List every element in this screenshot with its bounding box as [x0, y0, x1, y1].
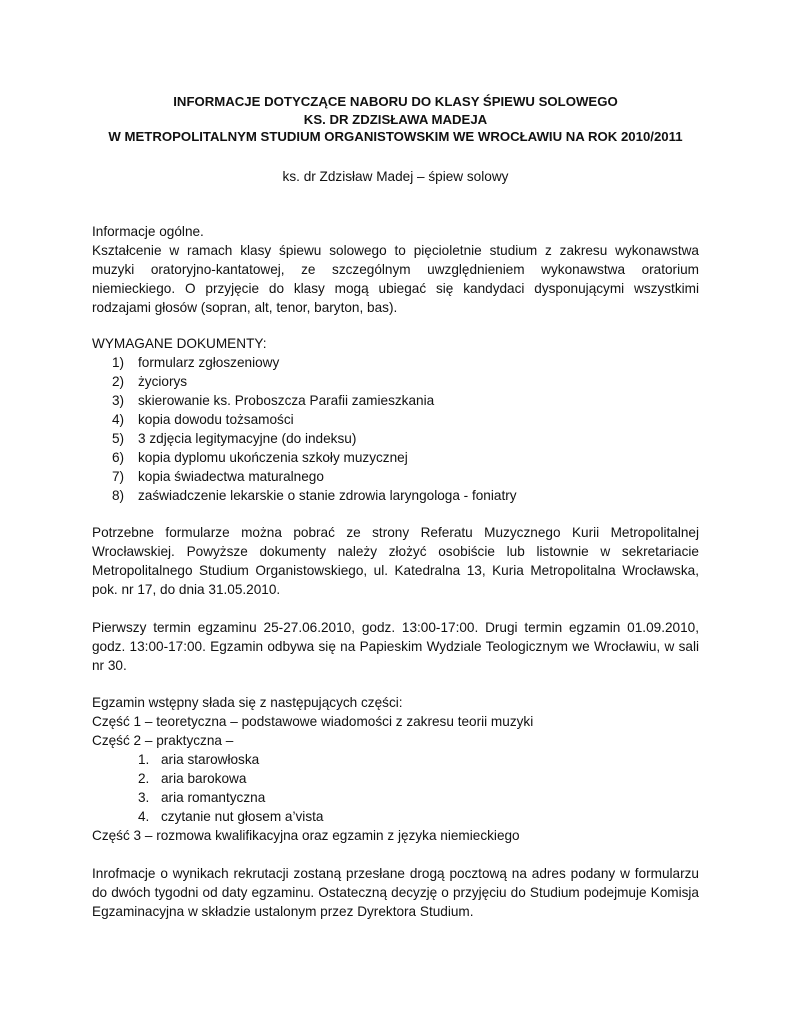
list-item: 3. aria romantyczna	[138, 790, 266, 805]
heading-line-2: KS. DR ZDZISŁAWA MADEJA	[303, 111, 488, 127]
heading-line-1: INFORMACJE DOTYCZĄCE NABORU DO KLASY ŚPIEWU SOLOWEGO	[173, 94, 618, 109]
exam-part-1: Część 1 – teoretyczna – podstawowe wiadomości z zakresu teorii muzyki	[92, 714, 534, 729]
documents-label: WYMAGANE DOKUMENTY:	[92, 336, 267, 351]
list-item: 7) kopia świadectwa maturalnego	[112, 469, 324, 484]
document-heading	[0, 93, 791, 146]
heading-line-3: W METROPOLITALNYM STUDIUM ORGANISTOWSKIM WE WROCŁAWIU NA ROK 2010/2011	[108, 129, 683, 144]
exam-intro: Egzamin wstępny słada się z następujących części:	[92, 695, 403, 710]
list-item: 5) 3 zdjęcia legitymacyjne (do indeksu)	[112, 431, 357, 446]
documents-list	[92, 353, 699, 505]
list-item: 2. aria barokowa	[138, 771, 247, 786]
results-paragraph: Inrofmacje o wynikach rekrutacji zostaną przesłane drogą pocztową na adres podany w formularzu do dwóch tygodni od daty egzaminu. Ostateczną decyzję o przyjęciu do Studium podejmuje Komisja Egzaminacyjna w składzie ustalonym przez Dyrektora Studium.	[92, 866, 699, 919]
list-item: 4) kopia dowodu tożsamości	[112, 412, 294, 427]
general-info-text: Kształcenie w ramach klasy śpiewu solowego to pięcioletnie studium z zakresu wykonawstwa muzyki oratoryjno-kantatowej, ze szczególnym uwzględnieniem wykonawstwa oratorium niemieckiego. O przyjęcie do klasy mogą ubiegać się kandydaci dysponującymi wszystkimi rodzajami głosów (sopran, alt, tenor, baryton, bas).	[92, 243, 699, 315]
list-item: 8) zaświadczenie lekarskie o stanie zdrowia laryngologa - foniatry	[112, 488, 517, 503]
list-item: 3) skierowanie ks. Proboszcza Parafii zamieszkania	[112, 393, 435, 408]
exam-part-2-list	[92, 750, 699, 826]
exam-dates-paragraph: Pierwszy termin egzaminu 25-27.06.2010, godz. 13:00-17:00. Drugi termin egzamin 01.09.2010, godz. 13:00-17:00. Egzamin odbywa się na Papieskim Wydziale Teologicznym we Wrocławiu, w sali nr 30.	[92, 620, 699, 673]
list-item: 6) kopia dyplomu ukończenia szkoły muzycznej	[112, 450, 408, 465]
exam-part-3: Część 3 – rozmowa kwalifikacyjna oraz egzamin z języka niemieckiego	[92, 828, 520, 843]
list-item: 4. czytanie nut głosem a’vista	[138, 809, 324, 824]
exam-part-2: Część 2 – praktyczna –	[92, 733, 234, 748]
documents-section	[92, 334, 699, 505]
list-item: 1. aria starowłoska	[138, 752, 260, 767]
general-info-label: Informacje ogólne.	[92, 224, 204, 239]
list-item: 2) życiorys	[112, 374, 188, 389]
document-subtitle: ks. dr Zdzisław Madej – śpiew solowy	[282, 169, 509, 184]
exam-parts-section	[92, 693, 699, 845]
list-item: 1) formularz zgłoszeniowy	[112, 355, 280, 370]
forms-paragraph: Potrzebne formularze można pobrać ze strony Referatu Muzycznego Kurii Metropolitalnej Wrocławskiej. Powyższe dokumenty należy złożyć osobiście lub listownie w sekretariacie Metropolitalnego Studium Organistowskiego, ul. Katedralna 13, Kuria Metropolitalna Wrocławska, pok. nr 17, do dnia 31.05.2010.	[92, 525, 699, 597]
general-info-section	[92, 222, 699, 317]
